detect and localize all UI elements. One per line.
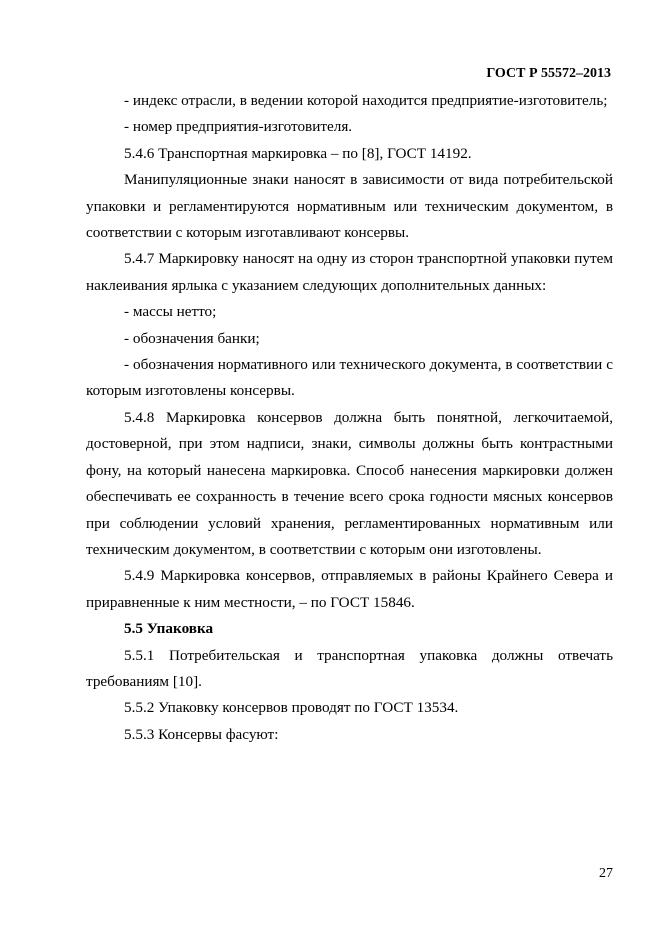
paragraph-net-mass: - массы нетто; xyxy=(124,303,217,321)
paragraph-industry-index: - индекс отрасли, в ведении которой находится предприятие-изготовитель; xyxy=(124,92,608,109)
paragraph-5-4-8: 5.4.8 Маркировка консервов должна быть понятной, легкочитаемой, достоверной, при этом надписи, знаки, символы должны быть контрастными фону, на который нанесена маркировка. Способ нанесения маркировки должен обеспечивать ее сохранность в течение всего срока годности мясных консервов при соблюдении условий хранения, регламентированных нормативным или техническим документом, в соответствии с которым они изготовлены. xyxy=(86,408,613,558)
paragraph-5-5-1: 5.5.1 Потребительская и транспортная упаковка должны отвечать требованиям [10]. xyxy=(86,646,613,690)
document-body xyxy=(86,88,613,748)
paragraph-manufacturer-number: - номер предприятия-изготовителя. xyxy=(124,118,353,136)
paragraph-handling-signs: Манипуляционные знаки наносят в зависимости от вида потребительской упаковки и регламентируются нормативным или техническим документом, в соответствии с которым изготавливают консервы. xyxy=(86,171,613,242)
paragraph-5-4-7: 5.4.7 Маркировку наносят на одну из сторон транспортной упаковки путем наклеивания ярлыка с указанием следующих дополнительных данных: xyxy=(86,250,613,294)
paragraph-5-5-2: 5.5.2 Упаковку консервов проводят по ГОСТ 13534. xyxy=(124,699,459,717)
paragraph-5-5-3: 5.5.3 Консервы фасуют: xyxy=(124,725,279,743)
paragraph-can-designation: - обозначения банки; xyxy=(124,329,260,347)
document-code-header: ГОСТ Р 55572–2013 xyxy=(486,66,611,81)
section-heading-5-5: 5.5 Упаковка xyxy=(124,620,214,638)
paragraph-5-4-6: 5.4.6 Транспортная маркировка – по [8], ГОСТ 14192. xyxy=(124,144,472,162)
paragraph-normative-document: - обозначения нормативного или технического документа, в соответствии с которым изготовлены консервы. xyxy=(86,356,613,400)
page-number: 27 xyxy=(599,866,613,881)
paragraph-5-4-9: 5.4.9 Маркировка консервов, отправляемых в районы Крайнего Севера и приравненные к ним местности, – по ГОСТ 15846. xyxy=(86,567,613,611)
